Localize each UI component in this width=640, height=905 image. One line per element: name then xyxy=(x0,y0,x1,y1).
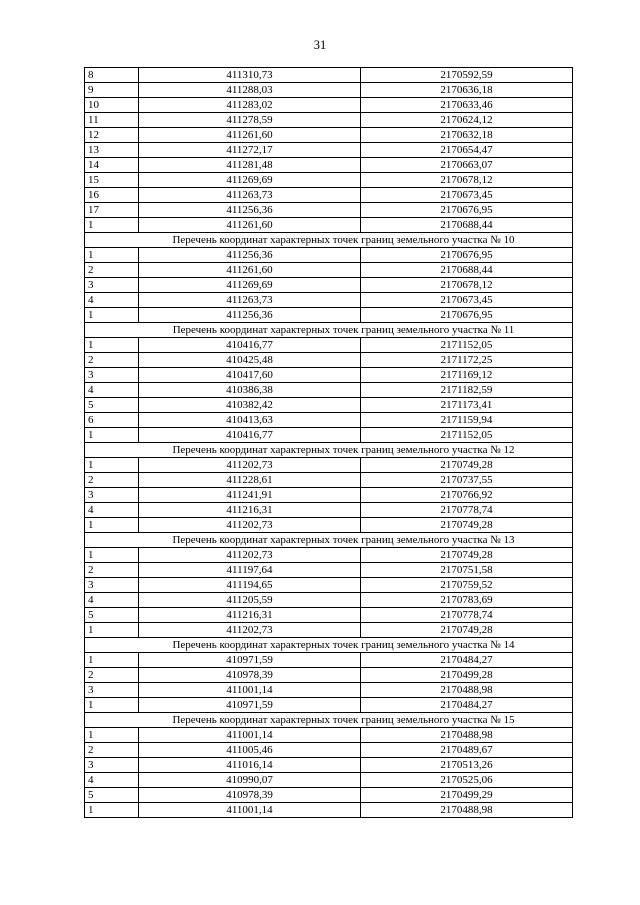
table-row xyxy=(85,83,573,98)
point-number-cell: 3 xyxy=(85,278,139,293)
point-number-cell: 11 xyxy=(85,113,139,128)
point-number-cell: 5 xyxy=(85,398,139,413)
x-coordinate-cell: 411202,73 xyxy=(139,518,361,533)
point-number-cell: 1 xyxy=(85,623,139,638)
y-coordinate-cell: 2171169,12 xyxy=(361,368,573,383)
table-row xyxy=(85,773,573,788)
y-coordinate-cell: 2171182,59 xyxy=(361,383,573,398)
y-coordinate-cell: 2170766,92 xyxy=(361,488,573,503)
y-coordinate-cell: 2170488,98 xyxy=(361,728,573,743)
point-number-cell: 1 xyxy=(85,518,139,533)
x-coordinate-cell: 410971,59 xyxy=(139,653,361,668)
table-row xyxy=(85,698,573,713)
table-row xyxy=(85,188,573,203)
x-coordinate-cell: 410417,60 xyxy=(139,368,361,383)
x-coordinate-cell: 411001,14 xyxy=(139,728,361,743)
x-coordinate-cell: 411241,91 xyxy=(139,488,361,503)
point-number-cell: 13 xyxy=(85,143,139,158)
table-row xyxy=(85,803,573,818)
table-row xyxy=(85,548,573,563)
x-coordinate-cell: 411283,02 xyxy=(139,98,361,113)
table-row xyxy=(85,203,573,218)
table-row xyxy=(85,593,573,608)
section-header-row xyxy=(85,638,573,653)
x-coordinate-cell: 411197,64 xyxy=(139,563,361,578)
table-row xyxy=(85,158,573,173)
table-row xyxy=(85,683,573,698)
point-number-cell: 4 xyxy=(85,383,139,398)
section-title: Перечень координат характерных точек границ земельного участка № 13 xyxy=(85,533,573,548)
table-row xyxy=(85,428,573,443)
y-coordinate-cell: 2171152,05 xyxy=(361,338,573,353)
y-coordinate-cell: 2170654,47 xyxy=(361,143,573,158)
y-coordinate-cell: 2170749,28 xyxy=(361,458,573,473)
y-coordinate-cell: 2170759,52 xyxy=(361,578,573,593)
point-number-cell: 2 xyxy=(85,563,139,578)
table-row xyxy=(85,728,573,743)
y-coordinate-cell: 2170678,12 xyxy=(361,173,573,188)
y-coordinate-cell: 2171173,41 xyxy=(361,398,573,413)
x-coordinate-cell: 411269,69 xyxy=(139,278,361,293)
y-coordinate-cell: 2170592,59 xyxy=(361,68,573,83)
coordinates-table xyxy=(84,67,573,818)
table-row xyxy=(85,653,573,668)
y-coordinate-cell: 2170749,28 xyxy=(361,623,573,638)
point-number-cell: 8 xyxy=(85,68,139,83)
point-number-cell: 9 xyxy=(85,83,139,98)
point-number-cell: 1 xyxy=(85,653,139,668)
y-coordinate-cell: 2170525,06 xyxy=(361,773,573,788)
x-coordinate-cell: 411288,03 xyxy=(139,83,361,98)
section-header-row xyxy=(85,713,573,728)
table-row xyxy=(85,218,573,233)
x-coordinate-cell: 411278,59 xyxy=(139,113,361,128)
table-row xyxy=(85,473,573,488)
point-number-cell: 2 xyxy=(85,743,139,758)
y-coordinate-cell: 2170676,95 xyxy=(361,308,573,323)
table-row xyxy=(85,308,573,323)
point-number-cell: 1 xyxy=(85,248,139,263)
x-coordinate-cell: 411202,73 xyxy=(139,548,361,563)
y-coordinate-cell: 2170678,12 xyxy=(361,278,573,293)
point-number-cell: 14 xyxy=(85,158,139,173)
table-row xyxy=(85,458,573,473)
x-coordinate-cell: 411261,60 xyxy=(139,218,361,233)
y-coordinate-cell: 2170778,74 xyxy=(361,503,573,518)
y-coordinate-cell: 2171152,05 xyxy=(361,428,573,443)
section-header-row xyxy=(85,443,573,458)
y-coordinate-cell: 2170676,95 xyxy=(361,248,573,263)
x-coordinate-cell: 411001,14 xyxy=(139,683,361,698)
x-coordinate-cell: 410416,77 xyxy=(139,338,361,353)
point-number-cell: 2 xyxy=(85,263,139,278)
x-coordinate-cell: 411005,46 xyxy=(139,743,361,758)
x-coordinate-cell: 410382,42 xyxy=(139,398,361,413)
x-coordinate-cell: 411216,31 xyxy=(139,503,361,518)
y-coordinate-cell: 2170749,28 xyxy=(361,548,573,563)
table-row xyxy=(85,128,573,143)
point-number-cell: 6 xyxy=(85,413,139,428)
point-number-cell: 15 xyxy=(85,173,139,188)
y-coordinate-cell: 2170488,98 xyxy=(361,803,573,818)
point-number-cell: 10 xyxy=(85,98,139,113)
x-coordinate-cell: 411228,61 xyxy=(139,473,361,488)
section-title: Перечень координат характерных точек границ земельного участка № 11 xyxy=(85,323,573,338)
y-coordinate-cell: 2170632,18 xyxy=(361,128,573,143)
point-number-cell: 1 xyxy=(85,803,139,818)
y-coordinate-cell: 2170624,12 xyxy=(361,113,573,128)
table-row xyxy=(85,488,573,503)
x-coordinate-cell: 411272,17 xyxy=(139,143,361,158)
point-number-cell: 1 xyxy=(85,308,139,323)
point-number-cell: 1 xyxy=(85,548,139,563)
x-coordinate-cell: 410990,07 xyxy=(139,773,361,788)
x-coordinate-cell: 411281,48 xyxy=(139,158,361,173)
x-coordinate-cell: 410386,38 xyxy=(139,383,361,398)
x-coordinate-cell: 411202,73 xyxy=(139,623,361,638)
x-coordinate-cell: 410425,48 xyxy=(139,353,361,368)
point-number-cell: 3 xyxy=(85,488,139,503)
point-number-cell: 4 xyxy=(85,773,139,788)
table-row xyxy=(85,563,573,578)
point-number-cell: 4 xyxy=(85,593,139,608)
x-coordinate-cell: 411269,69 xyxy=(139,173,361,188)
y-coordinate-cell: 2170783,69 xyxy=(361,593,573,608)
point-number-cell: 17 xyxy=(85,203,139,218)
x-coordinate-cell: 411256,36 xyxy=(139,203,361,218)
y-coordinate-cell: 2170633,46 xyxy=(361,98,573,113)
x-coordinate-cell: 410978,39 xyxy=(139,788,361,803)
y-coordinate-cell: 2170484,27 xyxy=(361,698,573,713)
x-coordinate-cell: 410971,59 xyxy=(139,698,361,713)
table-row xyxy=(85,68,573,83)
table-row xyxy=(85,623,573,638)
table-row xyxy=(85,143,573,158)
table-row xyxy=(85,383,573,398)
coordinates-table-body xyxy=(85,68,573,818)
table-row xyxy=(85,98,573,113)
y-coordinate-cell: 2170484,27 xyxy=(361,653,573,668)
table-row xyxy=(85,263,573,278)
point-number-cell: 3 xyxy=(85,368,139,383)
section-title: Перечень координат характерных точек границ земельного участка № 12 xyxy=(85,443,573,458)
table-row xyxy=(85,338,573,353)
point-number-cell: 1 xyxy=(85,698,139,713)
point-number-cell: 3 xyxy=(85,758,139,773)
point-number-cell: 2 xyxy=(85,473,139,488)
y-coordinate-cell: 2171159,94 xyxy=(361,413,573,428)
table-row xyxy=(85,578,573,593)
table-row xyxy=(85,668,573,683)
section-header-row xyxy=(85,533,573,548)
table-row xyxy=(85,413,573,428)
table-row xyxy=(85,743,573,758)
point-number-cell: 2 xyxy=(85,668,139,683)
point-number-cell: 5 xyxy=(85,788,139,803)
y-coordinate-cell: 2170688,44 xyxy=(361,263,573,278)
point-number-cell: 1 xyxy=(85,458,139,473)
point-number-cell: 4 xyxy=(85,503,139,518)
table-row xyxy=(85,368,573,383)
x-coordinate-cell: 411263,73 xyxy=(139,188,361,203)
x-coordinate-cell: 411001,14 xyxy=(139,803,361,818)
table-row xyxy=(85,248,573,263)
table-row xyxy=(85,398,573,413)
x-coordinate-cell: 411216,31 xyxy=(139,608,361,623)
table-row xyxy=(85,758,573,773)
point-number-cell: 5 xyxy=(85,608,139,623)
x-coordinate-cell: 411261,60 xyxy=(139,128,361,143)
y-coordinate-cell: 2170499,29 xyxy=(361,788,573,803)
y-coordinate-cell: 2170737,55 xyxy=(361,473,573,488)
section-title: Перечень координат характерных точек границ земельного участка № 10 xyxy=(85,233,573,248)
table-row xyxy=(85,278,573,293)
x-coordinate-cell: 410413,63 xyxy=(139,413,361,428)
x-coordinate-cell: 411202,73 xyxy=(139,458,361,473)
y-coordinate-cell: 2171172,25 xyxy=(361,353,573,368)
point-number-cell: 12 xyxy=(85,128,139,143)
point-number-cell: 1 xyxy=(85,338,139,353)
point-number-cell: 16 xyxy=(85,188,139,203)
x-coordinate-cell: 411261,60 xyxy=(139,263,361,278)
y-coordinate-cell: 2170663,07 xyxy=(361,158,573,173)
x-coordinate-cell: 410416,77 xyxy=(139,428,361,443)
table-row xyxy=(85,173,573,188)
table-row xyxy=(85,608,573,623)
x-coordinate-cell: 411205,59 xyxy=(139,593,361,608)
y-coordinate-cell: 2170489,67 xyxy=(361,743,573,758)
x-coordinate-cell: 411016,14 xyxy=(139,758,361,773)
y-coordinate-cell: 2170673,45 xyxy=(361,293,573,308)
x-coordinate-cell: 411263,73 xyxy=(139,293,361,308)
point-number-cell: 1 xyxy=(85,428,139,443)
x-coordinate-cell: 410978,39 xyxy=(139,668,361,683)
table-row xyxy=(85,518,573,533)
y-coordinate-cell: 2170488,98 xyxy=(361,683,573,698)
point-number-cell: 3 xyxy=(85,578,139,593)
section-title: Перечень координат характерных точек границ земельного участка № 15 xyxy=(85,713,573,728)
page-number: 31 xyxy=(313,38,327,52)
section-header-row xyxy=(85,233,573,248)
x-coordinate-cell: 411256,36 xyxy=(139,248,361,263)
point-number-cell: 1 xyxy=(85,728,139,743)
point-number-cell: 1 xyxy=(85,218,139,233)
y-coordinate-cell: 2170513,26 xyxy=(361,758,573,773)
y-coordinate-cell: 2170749,28 xyxy=(361,518,573,533)
point-number-cell: 3 xyxy=(85,683,139,698)
y-coordinate-cell: 2170751,58 xyxy=(361,563,573,578)
section-header-row xyxy=(85,323,573,338)
y-coordinate-cell: 2170499,28 xyxy=(361,668,573,683)
table-row xyxy=(85,503,573,518)
y-coordinate-cell: 2170636,18 xyxy=(361,83,573,98)
table-row xyxy=(85,113,573,128)
x-coordinate-cell: 411256,36 xyxy=(139,308,361,323)
x-coordinate-cell: 411310,73 xyxy=(139,68,361,83)
x-coordinate-cell: 411194,65 xyxy=(139,578,361,593)
table-row xyxy=(85,353,573,368)
y-coordinate-cell: 2170673,45 xyxy=(361,188,573,203)
point-number-cell: 2 xyxy=(85,353,139,368)
y-coordinate-cell: 2170676,95 xyxy=(361,203,573,218)
point-number-cell: 4 xyxy=(85,293,139,308)
y-coordinate-cell: 2170688,44 xyxy=(361,218,573,233)
section-title: Перечень координат характерных точек границ земельного участка № 14 xyxy=(85,638,573,653)
y-coordinate-cell: 2170778,74 xyxy=(361,608,573,623)
table-row xyxy=(85,788,573,803)
table-row xyxy=(85,293,573,308)
